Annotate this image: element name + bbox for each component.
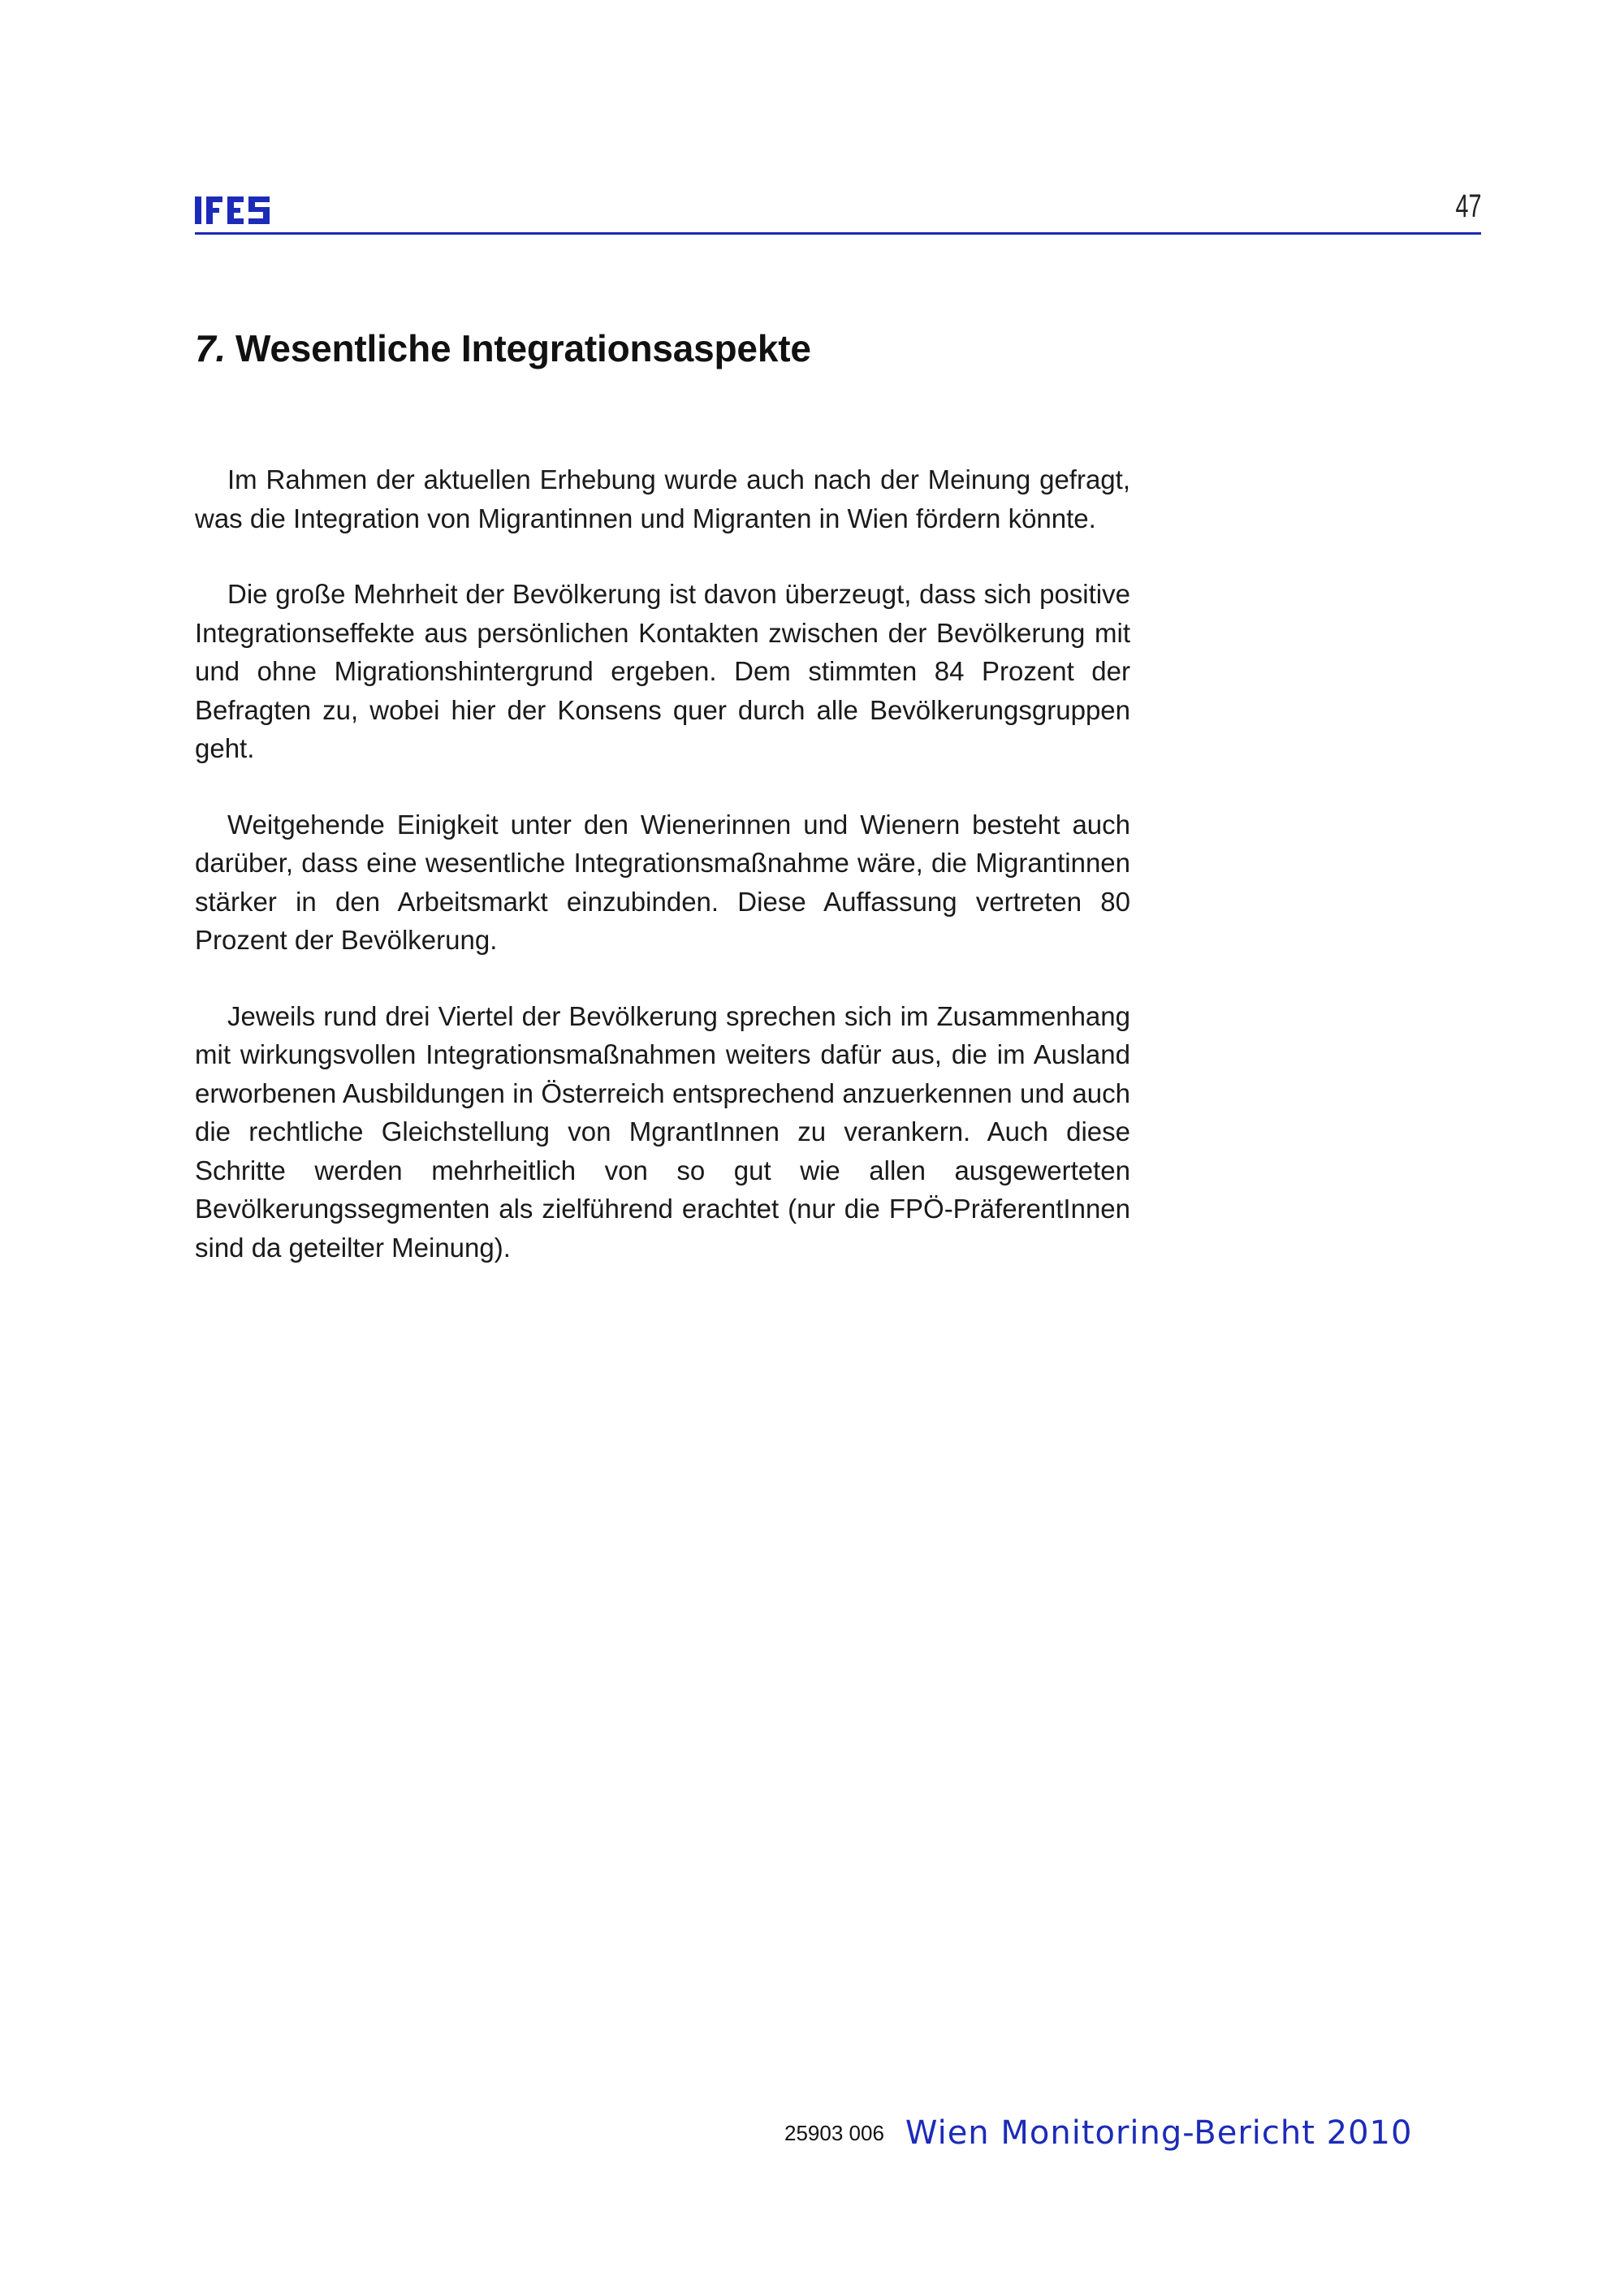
footer-report-title: Wien Monitoring-Bericht 2010 [905,2114,1413,2152]
paragraph: Jeweils rund drei Viertel der Bevölkerung sprechen sich im Zusammenhang mit wirkungsvollen Integrationsmaßnahmen weiters dafür aus, die im Ausland erworbenen Ausbildungen in Österreich entsprechend anzuerkennen und auch die rechtliche Gleichstellung von MgrantInnen zu verankern. Auch diese Schritte werden mehrheitlich von so gut wie allen ausgewerteten Bevölkerungssegmenten als zielführend erachtet (nur die FPÖ-PräferentInnen sind da geteilter Meinung). [195,1000,1130,1263]
page-number: 47 [1454,188,1481,224]
paragraph: Im Rahmen der aktuellen Erhebung wurde auch nach der Meinung gefragt, was die Integration von Migrantinnen und Migranten in Wien fördern könnte. [195,464,1130,533]
section-title: Wesentliche Integrationsaspekte [235,327,811,369]
section-number: 7. [195,327,226,369]
section-heading [195,326,811,370]
body-text [195,460,1130,1304]
paragraph: Die große Mehrheit der Bevölkerung ist davon überzeugt, dass sich positive Integrationseffekte aus persönlichen Kontakten zwischen der Bevölkerung mit und ohne Migrationshintergrund ergeben. Dem stimmten 84 Prozent der Befragten zu, wobei hier der Konsens quer durch alle Bevölkerungsgruppen geht. [195,579,1130,763]
ifes-logo [195,195,273,226]
page-header [195,185,1481,235]
page-footer [784,2114,1412,2152]
header-rule [195,232,1481,235]
footer-project-code: 25903 006 [784,2120,884,2145]
paragraph: Weitgehende Einigkeit unter den Wienerinnen und Wienern besteht auch darüber, dass eine wesentliche Integrationsmaßnahme wäre, die Migrantinnen stärker in den Arbeitsmarkt einzubinden. Diese Auffassung vertreten 80 Prozent der Bevölkerung. [195,809,1130,955]
